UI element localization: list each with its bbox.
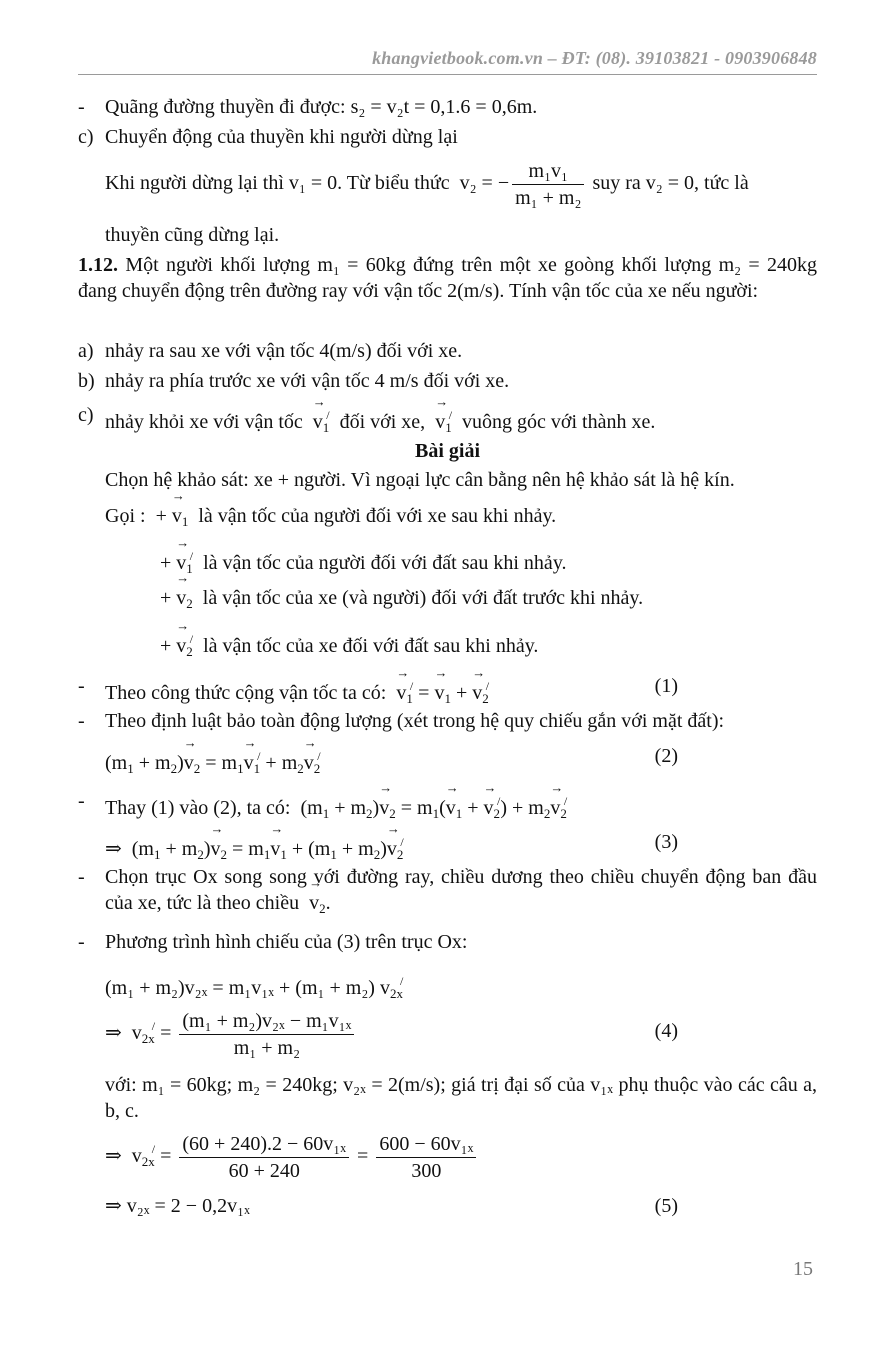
step-projection: Phương trình hình chiếu của (3) trên trục Ox: bbox=[105, 931, 468, 953]
eq-number-3: (3) bbox=[654, 831, 678, 853]
def-line-3: + → $v_2$ là vận tốc của xe (và người) đối với đất trước khi nhảy. bbox=[160, 585, 643, 611]
problem-block bbox=[78, 252, 817, 304]
header-rule bbox=[78, 74, 817, 75]
a-marker: a) bbox=[78, 340, 94, 362]
def-line-2: + → $v_1^/$ là vận tốc của người đối với đất sau khi nhảy. bbox=[160, 543, 567, 576]
c-title: Chuyển động của thuyền khi người dừng lại bbox=[105, 126, 458, 148]
eq-number-1: (1) bbox=[654, 675, 678, 697]
given-values: với: m₁ = 60kg; m₂ = 240kg; v₂ₓ = 2(m/s); giá trị đại số của v₁ₓ phụ thuộc vào các câu a, b, c. bbox=[105, 1074, 817, 1122]
dash-marker: - bbox=[78, 96, 85, 118]
stop-num: m₁v₁ bbox=[512, 158, 584, 185]
c2-marker: c) bbox=[78, 404, 94, 426]
stop-formula-line bbox=[105, 158, 749, 211]
eq-number-4: (4) bbox=[654, 1020, 678, 1042]
problem-a: nhảy ra sau xe với vận tốc 4(m/s) đối với xe. bbox=[105, 340, 463, 362]
problem-c: nhảy khỏi xe với vận tốc → $v_1^/$ đối với xe, → $v_1^/$ vuông góc với thành xe. bbox=[105, 402, 655, 435]
eq-4: ⇒ $v_{2x}^/$ = $\frac{\text{(m₁ + m₂)v₂ₓ − m₁v₁ₓ}}{\text{m₁ + m₂}}$ bbox=[105, 1008, 357, 1061]
eq-5: ⇒ v₂ₓ = 2 − 0,2v₁ₓ bbox=[105, 1195, 250, 1217]
step-momentum: Theo định luật bảo toàn động lượng (xét trong hệ quy chiếu gắn với mặt đất): bbox=[105, 710, 725, 732]
f4-den: m₁ + m₂ bbox=[233, 1037, 301, 1059]
eq-number-5: (5) bbox=[654, 1195, 678, 1217]
eq-3: ⇒ $(m_1 + m_2)\to v_2 = m_1\to v_1 + (m_1 + m_2)\to v_2^/$ bbox=[105, 829, 404, 862]
step-velocity-add: Theo công thức cộng vận tốc ta có: → $v_1^/$ = → $v_1$ + → $v_2^/$ bbox=[105, 673, 489, 706]
f5b-num: 600 − 60v₁ₓ bbox=[376, 1131, 476, 1158]
def-line-1: Gọi : + → $v_1$ là vận tốc của người đối với xe sau khi nhảy. bbox=[105, 503, 556, 529]
eq-number-2: (2) bbox=[654, 745, 678, 767]
step-substitute: Thay (1) vào (2), ta có: $(m_1 + m_2)\to v_2 = m_1(\to v_1$ + → $v_2^/) + m_2\to v_2^/$ bbox=[105, 788, 567, 821]
page-header: khangvietbook.com.vn – ĐT: (08). 39103821 - 0903906848 bbox=[372, 48, 817, 68]
stop-text-a: Khi người dừng lại thì v₁ = 0. Từ biểu thức bbox=[105, 172, 450, 195]
stop-den: m₁ + m₂ bbox=[515, 187, 582, 209]
solution-system: Chọn hệ khảo sát: xe + người. Vì ngoại lực cân bằng nên hệ khảo sát là hệ kín. bbox=[105, 469, 735, 491]
page-number: 15 bbox=[793, 1258, 813, 1280]
projection-eq: (m₁ + m₂)v₂ₓ = m₁v₁ₓ + (m₁ + m₂) $v_{2x}^/$ bbox=[105, 974, 404, 1001]
solution-title: Bài giải bbox=[414, 440, 480, 462]
distance-line: Quãng đường thuyền đi được: s₂ = v₂t = 0,1.6 = 0,6m. bbox=[105, 96, 538, 118]
eq-2: $(m_1 + m_2)\to v_2 = m_1\to v_1^/ + m_2\to v_2^/$ bbox=[105, 743, 321, 776]
problem-number: 1.12. bbox=[78, 254, 118, 276]
f5a-num: (60 + 240).2 − 60v₁ₓ bbox=[179, 1131, 349, 1158]
problem-text: Một người khối lượng m₁ = 60kg đứng trên một xe goòng khối lượng m₂ = 240kg đang chuyển động trên đường ray với vận tốc 2(m/s). Tính vận tốc của xe nếu người: bbox=[78, 254, 818, 302]
b-marker: b) bbox=[78, 370, 95, 392]
f4-num: (m₁ + m₂)v₂ₓ − m₁v₁ₓ bbox=[179, 1008, 354, 1035]
c-marker: c) bbox=[78, 126, 94, 148]
eq-5a: ⇒ $v_{2x}^/$ = $\frac{\text{(60 + 240).2 − 60v₁ₓ}}{60 + 240}$ = $\frac{\text{600 − 60v₁ₓ}}{300}$ bbox=[105, 1131, 479, 1184]
stop-lhs: v₂ = − bbox=[459, 172, 510, 195]
f5a-den: 60 + 240 bbox=[228, 1160, 300, 1182]
f5b-den: 300 bbox=[411, 1160, 442, 1182]
def-line-4: + → $v_2^/$ là vận tốc của xe đối với đất sau khi nhảy. bbox=[160, 626, 538, 659]
stop-fraction bbox=[512, 158, 584, 211]
stop-text-c: thuyền cũng dừng lại. bbox=[105, 224, 280, 246]
stop-text-b: suy ra v₂ = 0, tức là bbox=[592, 172, 749, 195]
step-axis: Chọn trục Ox song song với đường ray, chiều dương theo chiều chuyển động ban đầu của xe, tức là theo chiều → $v_2$. bbox=[105, 864, 817, 916]
problem-b: nhảy ra phía trước xe với vận tốc 4 m/s đối với xe. bbox=[105, 370, 510, 392]
